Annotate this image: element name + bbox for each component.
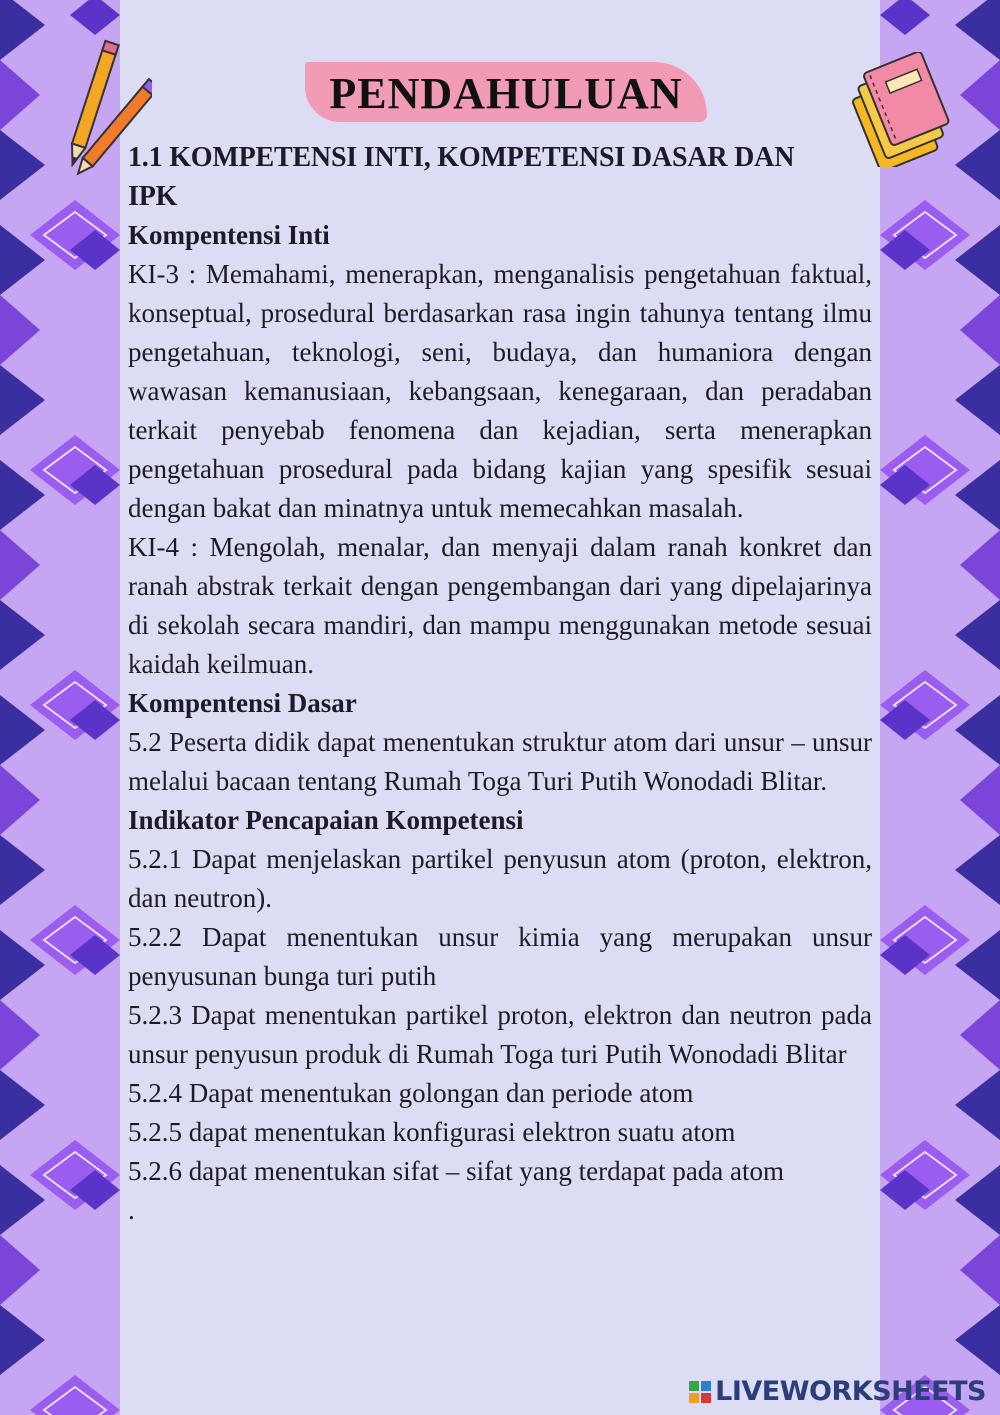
ki-heading: Kompentensi Inti	[128, 220, 330, 250]
ki3-paragraph: KI-3 : Memahami, menerapkan, menganalisis pengetahuan faktual, konseptual, prosedural berdasarkan rasa ingin tahunya tentang ilmu pengetahuan, teknologi, seni, budaya, dan humaniora dengan wawasan kemanusiaan, kebangsaan, kenegaraan, dan peradaban terkait penyebab fenomena dan kejadian, serta menerapkan pengetahuan prosedural pada bidang kajian yang spesifik sesuai dengan bakat dan minatnya untuk memecahkan masalah.	[128, 259, 872, 523]
ipk-item: 5.2.2 Dapat menentukan unsur kimia yang merupakan unsur penyusunan bunga turi putih	[128, 922, 872, 991]
ki4-paragraph: KI-4 : Mengolah, menalar, dan menyaji dalam ranah konkret dan ranah abstrak terkait dengan pengembangan dari yang dipelajarinya di sekolah secara mandiri, dan mampu menggunakan metode sesuai kaidah keilmuan.	[128, 532, 872, 679]
right-diamond-border	[880, 0, 1000, 1415]
section-heading: 1.1 KOMPETENSI INTI, KOMPETENSI DASAR DAN IPK	[128, 142, 795, 212]
liveworksheets-watermark	[689, 1376, 986, 1407]
ipk-item: 5.2.1 Dapat menjelaskan partikel penyusun atom (proton, elektron, dan neutron).	[128, 844, 872, 913]
ipk-item: 5.2.5 dapat menentukan konfigurasi elektron suatu atom	[128, 1117, 736, 1147]
watermark-text: LIVEWORKSHEETS	[715, 1376, 986, 1407]
page-title: PENDAHULUAN	[329, 69, 683, 118]
ipk-item: 5.2.6 dapat menentukan sifat – sifat yang terdapat pada atom	[128, 1156, 785, 1186]
ipk-heading: Indikator Pencapaian Kompetensi	[128, 805, 524, 835]
trailing-dot: .	[128, 1195, 135, 1225]
liveworksheets-logo-icon	[689, 1381, 711, 1403]
ipk-item: 5.2.4 Dapat menentukan golongan dan periode atom	[128, 1078, 694, 1108]
title-block	[305, 62, 707, 124]
kd-paragraph: 5.2 Peserta didik dapat menentukan struktur atom dari unsur – unsur melalui bacaan tentang Rumah Toga Turi Putih Wonodadi Blitar.	[128, 727, 872, 796]
ipk-item: 5.2.3 Dapat menentukan partikel proton, elektron dan neutron pada unsur penyusun produk di Rumah Toga turi Putih Wonodadi Blitar	[128, 1000, 872, 1069]
main-content	[128, 138, 872, 1230]
kd-heading: Kompentensi Dasar	[128, 688, 357, 718]
left-diamond-border	[0, 0, 120, 1415]
